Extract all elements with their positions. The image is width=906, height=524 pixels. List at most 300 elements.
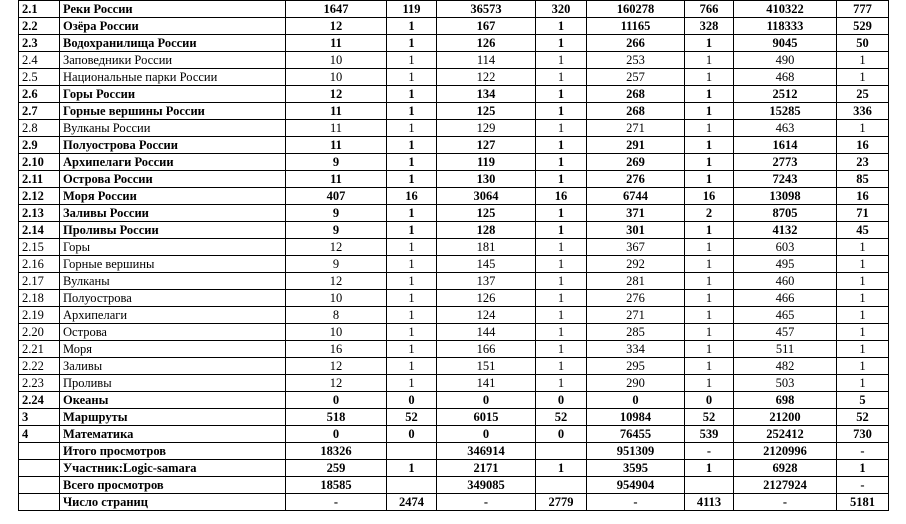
col-b-cell: 1 [387, 69, 437, 86]
col-f-cell: 1 [685, 273, 734, 290]
col-d-cell: 16 [536, 188, 587, 205]
section-number-cell: 2.11 [19, 171, 60, 188]
col-f-cell: 1 [685, 86, 734, 103]
col-f-cell: 1 [685, 137, 734, 154]
col-b-cell: 16 [387, 188, 437, 205]
col-b-cell: 1 [387, 18, 437, 35]
section-number-cell: 4 [19, 426, 60, 443]
col-e-cell: - [587, 494, 685, 511]
section-name-cell: Острова [60, 324, 286, 341]
col-f-cell: 1 [685, 154, 734, 171]
col-d-cell: 1 [536, 205, 587, 222]
col-e-cell: 266 [587, 35, 685, 52]
col-b-cell: 1 [387, 137, 437, 154]
col-g-cell: 482 [734, 358, 837, 375]
table-row [19, 290, 889, 307]
col-d-cell: 1 [536, 341, 587, 358]
col-c-cell: 124 [437, 307, 536, 324]
col-f-cell: 1 [685, 341, 734, 358]
section-number-cell: 2.15 [19, 239, 60, 256]
col-c-cell: 126 [437, 290, 536, 307]
col-f-cell: 1 [685, 324, 734, 341]
col-b-cell: 0 [387, 426, 437, 443]
col-d-cell: 1 [536, 18, 587, 35]
col-a-cell: 10 [286, 69, 387, 86]
col-a-cell: 10 [286, 290, 387, 307]
col-h-cell: 45 [837, 222, 889, 239]
section-number-cell: 2.6 [19, 86, 60, 103]
col-h-cell: 1 [837, 290, 889, 307]
col-h-cell: 777 [837, 1, 889, 18]
col-b-cell: 0 [387, 392, 437, 409]
col-b-cell: 119 [387, 1, 437, 18]
col-h-cell: 85 [837, 171, 889, 188]
col-c-cell: 125 [437, 103, 536, 120]
col-c-cell: 125 [437, 205, 536, 222]
col-g-cell: 15285 [734, 103, 837, 120]
col-a-cell: 407 [286, 188, 387, 205]
col-c-cell: 3064 [437, 188, 536, 205]
col-c-cell: 114 [437, 52, 536, 69]
section-number-cell: 2.14 [19, 222, 60, 239]
table-row [19, 477, 889, 494]
col-f-cell: 1 [685, 375, 734, 392]
section-number-cell: 2.5 [19, 69, 60, 86]
section-number-cell: 2.12 [19, 188, 60, 205]
table-row [19, 205, 889, 222]
col-f-cell: 4113 [685, 494, 734, 511]
col-f-cell: 766 [685, 1, 734, 18]
col-e-cell: 11165 [587, 18, 685, 35]
col-c-cell: 141 [437, 375, 536, 392]
table-row [19, 392, 889, 409]
col-c-cell: 134 [437, 86, 536, 103]
section-number-cell: 2.10 [19, 154, 60, 171]
col-e-cell: 271 [587, 307, 685, 324]
col-h-cell: 730 [837, 426, 889, 443]
col-a-cell: 11 [286, 137, 387, 154]
col-b-cell: 1 [387, 256, 437, 273]
col-d-cell: 1 [536, 239, 587, 256]
col-e-cell: 3595 [587, 460, 685, 477]
col-b-cell: 1 [387, 103, 437, 120]
col-b-cell: 1 [387, 222, 437, 239]
col-a-cell: 12 [286, 239, 387, 256]
col-e-cell: 271 [587, 120, 685, 137]
col-d-cell: 1 [536, 256, 587, 273]
table-row [19, 103, 889, 120]
col-e-cell: 160278 [587, 1, 685, 18]
col-f-cell: 1 [685, 307, 734, 324]
col-c-cell: 166 [437, 341, 536, 358]
table-row [19, 188, 889, 205]
section-name-cell: Полуострова [60, 290, 286, 307]
col-d-cell: 1 [536, 171, 587, 188]
section-number-cell: 2.4 [19, 52, 60, 69]
col-h-cell: 1 [837, 341, 889, 358]
section-name-cell: Горные вершины [60, 256, 286, 273]
section-number-cell [19, 460, 60, 477]
col-f-cell: 328 [685, 18, 734, 35]
col-g-cell: 2512 [734, 86, 837, 103]
table-row [19, 256, 889, 273]
col-c-cell: - [437, 494, 536, 511]
col-c-cell: 6015 [437, 409, 536, 426]
col-a-cell: 0 [286, 426, 387, 443]
table-row [19, 409, 889, 426]
table-row [19, 69, 889, 86]
table-row [19, 443, 889, 460]
col-a-cell: 11 [286, 35, 387, 52]
col-d-cell: 2779 [536, 494, 587, 511]
col-d-cell: 0 [536, 426, 587, 443]
section-number-cell: 2.13 [19, 205, 60, 222]
col-h-cell: 5 [837, 392, 889, 409]
col-b-cell: 2474 [387, 494, 437, 511]
col-d-cell: 320 [536, 1, 587, 18]
col-h-cell: - [837, 443, 889, 460]
section-name-cell: Океаны [60, 392, 286, 409]
col-e-cell: 6744 [587, 188, 685, 205]
col-d-cell: 1 [536, 103, 587, 120]
col-e-cell: 257 [587, 69, 685, 86]
col-f-cell: 1 [685, 290, 734, 307]
col-b-cell: 1 [387, 120, 437, 137]
col-a-cell: - [286, 494, 387, 511]
col-g-cell: 118333 [734, 18, 837, 35]
col-c-cell: 349085 [437, 477, 536, 494]
col-a-cell: 16 [286, 341, 387, 358]
col-c-cell: 137 [437, 273, 536, 290]
col-a-cell: 18326 [286, 443, 387, 460]
col-g-cell: 466 [734, 290, 837, 307]
section-name-cell: Заливы России [60, 205, 286, 222]
table-body [19, 1, 889, 511]
col-g-cell: 410322 [734, 1, 837, 18]
col-e-cell: 292 [587, 256, 685, 273]
section-number-cell: 2.7 [19, 103, 60, 120]
col-f-cell: 1 [685, 222, 734, 239]
col-e-cell: 367 [587, 239, 685, 256]
col-e-cell: 301 [587, 222, 685, 239]
section-number-cell: 2.22 [19, 358, 60, 375]
col-d-cell: 1 [536, 460, 587, 477]
section-number-cell: 2.23 [19, 375, 60, 392]
col-a-cell: 9 [286, 256, 387, 273]
col-g-cell: 2773 [734, 154, 837, 171]
col-b-cell: 1 [387, 460, 437, 477]
col-a-cell: 10 [286, 324, 387, 341]
table-row [19, 239, 889, 256]
col-h-cell: 71 [837, 205, 889, 222]
table-row [19, 494, 889, 511]
col-c-cell: 129 [437, 120, 536, 137]
col-h-cell: 50 [837, 35, 889, 52]
col-e-cell: 954904 [587, 477, 685, 494]
col-a-cell: 12 [286, 273, 387, 290]
section-name-cell: Вулканы [60, 273, 286, 290]
section-name-cell: Всего просмотров [60, 477, 286, 494]
section-number-cell: 2.9 [19, 137, 60, 154]
col-b-cell: 1 [387, 290, 437, 307]
col-f-cell: 1 [685, 120, 734, 137]
section-number-cell [19, 477, 60, 494]
col-h-cell: 1 [837, 375, 889, 392]
col-a-cell: 0 [286, 392, 387, 409]
col-a-cell: 1647 [286, 1, 387, 18]
col-a-cell: 12 [286, 358, 387, 375]
col-h-cell: 1 [837, 120, 889, 137]
col-d-cell: 1 [536, 137, 587, 154]
col-c-cell: 128 [437, 222, 536, 239]
section-name-cell: Маршруты [60, 409, 286, 426]
col-d-cell: 1 [536, 324, 587, 341]
col-g-cell: 8705 [734, 205, 837, 222]
col-a-cell: 12 [286, 18, 387, 35]
table-row [19, 18, 889, 35]
section-number-cell: 3 [19, 409, 60, 426]
col-d-cell: 1 [536, 290, 587, 307]
col-b-cell [387, 477, 437, 494]
col-g-cell: 511 [734, 341, 837, 358]
col-c-cell: 0 [437, 392, 536, 409]
col-c-cell: 119 [437, 154, 536, 171]
col-g-cell: 252412 [734, 426, 837, 443]
col-c-cell: 127 [437, 137, 536, 154]
col-c-cell: 181 [437, 239, 536, 256]
col-h-cell: 1 [837, 358, 889, 375]
col-b-cell: 1 [387, 341, 437, 358]
col-h-cell: 1 [837, 69, 889, 86]
section-name-cell: Число страниц [60, 494, 286, 511]
col-h-cell: 1 [837, 52, 889, 69]
col-e-cell: 10984 [587, 409, 685, 426]
col-h-cell: 1 [837, 460, 889, 477]
section-number-cell: 2.21 [19, 341, 60, 358]
table-row [19, 307, 889, 324]
col-f-cell: 1 [685, 460, 734, 477]
col-d-cell: 1 [536, 52, 587, 69]
col-b-cell: 1 [387, 35, 437, 52]
table-row [19, 358, 889, 375]
section-name-cell: Горы России [60, 86, 286, 103]
col-c-cell: 0 [437, 426, 536, 443]
col-c-cell: 145 [437, 256, 536, 273]
col-d-cell [536, 477, 587, 494]
table-row [19, 1, 889, 18]
col-e-cell: 253 [587, 52, 685, 69]
section-number-cell: 2.17 [19, 273, 60, 290]
col-g-cell: 457 [734, 324, 837, 341]
section-name-cell: Острова России [60, 171, 286, 188]
section-number-cell: 2.2 [19, 18, 60, 35]
col-b-cell: 1 [387, 375, 437, 392]
section-number-cell: 2.1 [19, 1, 60, 18]
col-c-cell: 151 [437, 358, 536, 375]
col-g-cell: 2120996 [734, 443, 837, 460]
col-g-cell: - [734, 494, 837, 511]
col-h-cell: - [837, 477, 889, 494]
col-f-cell: 1 [685, 171, 734, 188]
col-e-cell: 269 [587, 154, 685, 171]
col-h-cell: 336 [837, 103, 889, 120]
col-a-cell: 11 [286, 171, 387, 188]
col-h-cell: 1 [837, 256, 889, 273]
section-name-cell: Математика [60, 426, 286, 443]
col-f-cell: 1 [685, 69, 734, 86]
section-name-cell: Вулканы России [60, 120, 286, 137]
col-d-cell: 1 [536, 222, 587, 239]
col-g-cell: 463 [734, 120, 837, 137]
table-row [19, 324, 889, 341]
col-d-cell: 1 [536, 307, 587, 324]
col-e-cell: 276 [587, 290, 685, 307]
col-a-cell: 9 [286, 205, 387, 222]
col-c-cell: 122 [437, 69, 536, 86]
col-g-cell: 698 [734, 392, 837, 409]
col-g-cell: 6928 [734, 460, 837, 477]
col-h-cell: 5181 [837, 494, 889, 511]
col-c-cell: 144 [437, 324, 536, 341]
col-d-cell: 1 [536, 375, 587, 392]
col-f-cell: 1 [685, 358, 734, 375]
col-a-cell: 12 [286, 86, 387, 103]
statistics-table [18, 0, 889, 511]
table-row [19, 426, 889, 443]
section-number-cell: 2.16 [19, 256, 60, 273]
col-d-cell: 1 [536, 69, 587, 86]
table-row [19, 460, 889, 477]
section-number-cell: 2.18 [19, 290, 60, 307]
col-g-cell: 1614 [734, 137, 837, 154]
col-a-cell: 9 [286, 222, 387, 239]
section-name-cell: Участник:Logic-samara [60, 460, 286, 477]
col-b-cell: 1 [387, 273, 437, 290]
col-d-cell [536, 443, 587, 460]
col-e-cell: 951309 [587, 443, 685, 460]
col-g-cell: 503 [734, 375, 837, 392]
col-e-cell: 268 [587, 86, 685, 103]
col-f-cell: 1 [685, 35, 734, 52]
section-name-cell: Национальные парки России [60, 69, 286, 86]
col-d-cell: 1 [536, 273, 587, 290]
col-e-cell: 295 [587, 358, 685, 375]
section-name-cell: Полуострова России [60, 137, 286, 154]
col-g-cell: 603 [734, 239, 837, 256]
section-name-cell: Архипелаги [60, 307, 286, 324]
section-number-cell: 2.20 [19, 324, 60, 341]
section-name-cell: Заповедники России [60, 52, 286, 69]
table-row [19, 341, 889, 358]
col-g-cell: 460 [734, 273, 837, 290]
col-e-cell: 290 [587, 375, 685, 392]
col-c-cell: 346914 [437, 443, 536, 460]
col-a-cell: 259 [286, 460, 387, 477]
col-a-cell: 11 [286, 103, 387, 120]
col-h-cell: 1 [837, 239, 889, 256]
col-e-cell: 334 [587, 341, 685, 358]
col-g-cell: 2127924 [734, 477, 837, 494]
col-b-cell: 1 [387, 307, 437, 324]
table-row [19, 154, 889, 171]
col-f-cell: 1 [685, 239, 734, 256]
col-g-cell: 13098 [734, 188, 837, 205]
col-b-cell [387, 443, 437, 460]
col-e-cell: 371 [587, 205, 685, 222]
col-e-cell: 276 [587, 171, 685, 188]
section-name-cell: Горные вершины России [60, 103, 286, 120]
col-f-cell: 1 [685, 103, 734, 120]
col-h-cell: 529 [837, 18, 889, 35]
table-row [19, 171, 889, 188]
col-g-cell: 495 [734, 256, 837, 273]
col-f-cell: 2 [685, 205, 734, 222]
col-h-cell: 1 [837, 273, 889, 290]
col-f-cell: 52 [685, 409, 734, 426]
table-row [19, 273, 889, 290]
section-name-cell: Водохранилища России [60, 35, 286, 52]
section-name-cell: Проливы [60, 375, 286, 392]
col-e-cell: 281 [587, 273, 685, 290]
col-b-cell: 1 [387, 154, 437, 171]
table-row [19, 35, 889, 52]
col-d-cell: 1 [536, 86, 587, 103]
col-b-cell: 1 [387, 324, 437, 341]
col-b-cell: 1 [387, 86, 437, 103]
col-e-cell: 0 [587, 392, 685, 409]
section-number-cell [19, 443, 60, 460]
section-number-cell: 2.19 [19, 307, 60, 324]
col-h-cell: 16 [837, 137, 889, 154]
section-number-cell: 2.3 [19, 35, 60, 52]
col-a-cell: 18585 [286, 477, 387, 494]
col-h-cell: 1 [837, 307, 889, 324]
section-name-cell: Моря [60, 341, 286, 358]
col-g-cell: 4132 [734, 222, 837, 239]
section-name-cell: Итого просмотров [60, 443, 286, 460]
col-c-cell: 130 [437, 171, 536, 188]
col-a-cell: 8 [286, 307, 387, 324]
col-d-cell: 1 [536, 358, 587, 375]
col-h-cell: 1 [837, 324, 889, 341]
col-a-cell: 12 [286, 375, 387, 392]
col-f-cell: 539 [685, 426, 734, 443]
col-a-cell: 11 [286, 120, 387, 137]
col-e-cell: 285 [587, 324, 685, 341]
table-row [19, 137, 889, 154]
col-e-cell: 291 [587, 137, 685, 154]
section-name-cell: Моря России [60, 188, 286, 205]
col-b-cell: 1 [387, 239, 437, 256]
col-g-cell: 21200 [734, 409, 837, 426]
section-name-cell: Проливы России [60, 222, 286, 239]
section-number-cell: 2.24 [19, 392, 60, 409]
col-h-cell: 52 [837, 409, 889, 426]
section-name-cell: Горы [60, 239, 286, 256]
col-g-cell: 490 [734, 52, 837, 69]
table-row [19, 52, 889, 69]
col-d-cell: 1 [536, 35, 587, 52]
col-h-cell: 23 [837, 154, 889, 171]
col-b-cell: 1 [387, 52, 437, 69]
col-c-cell: 2171 [437, 460, 536, 477]
col-c-cell: 126 [437, 35, 536, 52]
col-g-cell: 465 [734, 307, 837, 324]
section-number-cell [19, 494, 60, 511]
col-b-cell: 1 [387, 205, 437, 222]
col-h-cell: 16 [837, 188, 889, 205]
col-f-cell: 0 [685, 392, 734, 409]
